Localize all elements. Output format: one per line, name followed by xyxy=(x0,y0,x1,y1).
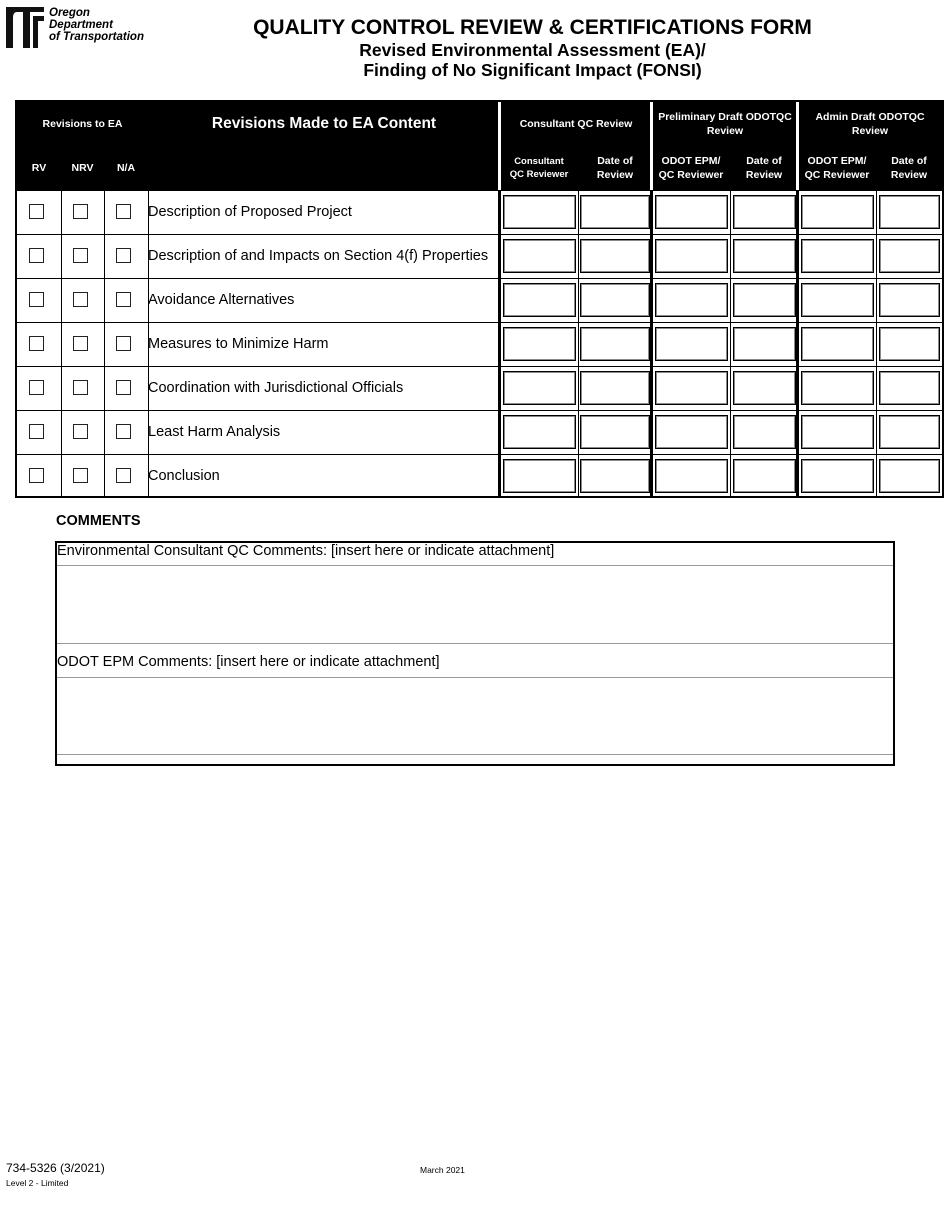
form-titles xyxy=(200,16,865,80)
header-consultant-reviewer: Consultant QC Reviewer xyxy=(500,146,578,190)
comments-heading: COMMENTS xyxy=(56,513,141,529)
row-label: Description of Proposed Project xyxy=(148,204,352,220)
form-subtitle: Revised Environmental Assessment (EA)/ xyxy=(359,40,706,60)
prelim-reviewer-field[interactable] xyxy=(655,283,728,317)
header-odot-reviewer: ODOT EPM/ QC Reviewer xyxy=(798,146,876,190)
consultant-date-field[interactable] xyxy=(580,239,650,273)
security-level: Level 2 - Limited xyxy=(6,1178,69,1188)
prelim-reviewer-field[interactable] xyxy=(655,371,728,405)
admin-reviewer-field[interactable] xyxy=(801,283,874,317)
header-nrv: NRV xyxy=(61,146,104,190)
table-row xyxy=(17,366,942,410)
admin-reviewer-field[interactable] xyxy=(801,459,874,493)
comments-box xyxy=(55,541,895,766)
table-row xyxy=(17,454,942,498)
admin-date-field[interactable] xyxy=(879,371,940,405)
agency-line: Department xyxy=(49,19,113,31)
qc-review-table xyxy=(15,100,944,498)
admin-reviewer-field[interactable] xyxy=(801,327,874,361)
form-subtitle: Finding of No Significant Impact (FONSI) xyxy=(363,60,702,80)
rv-checkbox[interactable] xyxy=(29,292,44,307)
prelim-date-field[interactable] xyxy=(733,195,796,229)
admin-date-field[interactable] xyxy=(879,195,940,229)
prelim-reviewer-field[interactable] xyxy=(655,327,728,361)
admin-date-field[interactable] xyxy=(879,327,940,361)
header-odot-reviewer: ODOT EPM/ QC Reviewer xyxy=(652,146,730,190)
row-label: Measures to Minimize Harm xyxy=(148,336,329,352)
prelim-date-field[interactable] xyxy=(733,239,796,273)
nrv-checkbox[interactable] xyxy=(73,424,88,439)
consultant-date-field[interactable] xyxy=(580,283,650,317)
row-label: Conclusion xyxy=(148,468,220,484)
na-checkbox[interactable] xyxy=(116,424,131,439)
header-preliminary-draft: Preliminary Draft ODOTQC Review xyxy=(652,102,798,146)
nrv-checkbox[interactable] xyxy=(73,292,88,307)
odot-logo xyxy=(4,4,48,52)
prelim-reviewer-field[interactable] xyxy=(655,459,728,493)
admin-reviewer-field[interactable] xyxy=(801,195,874,229)
odot-comments-label: ODOT EPM Comments: [insert here or indicate attachment] xyxy=(57,654,440,670)
header-blank xyxy=(148,146,500,190)
prelim-date-field[interactable] xyxy=(733,327,796,361)
rv-checkbox[interactable] xyxy=(29,468,44,483)
rv-checkbox[interactable] xyxy=(29,380,44,395)
prelim-date-field[interactable] xyxy=(733,459,796,493)
admin-reviewer-field[interactable] xyxy=(801,239,874,273)
consultant-date-field[interactable] xyxy=(580,459,650,493)
rv-checkbox[interactable] xyxy=(29,204,44,219)
agency-line: Oregon xyxy=(49,7,90,19)
header-revisions-to-ea: Revisions to EA xyxy=(17,102,148,146)
na-checkbox[interactable] xyxy=(116,336,131,351)
consultant-reviewer-field[interactable] xyxy=(503,283,576,317)
admin-date-field[interactable] xyxy=(879,459,940,493)
table-row xyxy=(17,234,942,278)
header-revisions-content: Revisions Made to EA Content xyxy=(148,102,500,146)
form-number: 734-5326 (3/2021) xyxy=(6,1161,105,1175)
prelim-reviewer-field[interactable] xyxy=(655,415,728,449)
table-row xyxy=(17,190,942,234)
admin-date-field[interactable] xyxy=(879,239,940,273)
prelim-date-field[interactable] xyxy=(733,415,796,449)
header-date-of-review: Date of Review xyxy=(730,146,798,190)
row-label: Description of and Impacts on Section 4(f) Properties xyxy=(148,248,489,264)
odot-comments-input[interactable] xyxy=(58,679,894,757)
table-row xyxy=(17,322,942,366)
rv-checkbox[interactable] xyxy=(29,336,44,351)
prelim-date-field[interactable] xyxy=(733,283,796,317)
header-date-of-review: Date of Review xyxy=(876,146,942,190)
consultant-reviewer-field[interactable] xyxy=(503,371,576,405)
header-na: N/A xyxy=(104,146,148,190)
header-consultant-qc: Consultant QC Review xyxy=(500,102,652,146)
admin-reviewer-field[interactable] xyxy=(801,415,874,449)
revision-date: March 2021 xyxy=(420,1165,465,1175)
consultant-comments-label: Environmental Consultant QC Comments: [insert here or indicate attachment] xyxy=(57,543,555,559)
agency-line: of Transportation xyxy=(49,31,144,43)
header-date-of-review: Date of Review xyxy=(578,146,652,190)
nrv-checkbox[interactable] xyxy=(73,380,88,395)
row-label: Least Harm Analysis xyxy=(148,424,281,440)
na-checkbox[interactable] xyxy=(116,380,131,395)
nrv-checkbox[interactable] xyxy=(73,248,88,263)
prelim-reviewer-field[interactable] xyxy=(655,239,728,273)
consultant-date-field[interactable] xyxy=(580,415,650,449)
row-label: Coordination with Jurisdictional Officials xyxy=(148,380,404,396)
prelim-date-field[interactable] xyxy=(733,371,796,405)
na-checkbox[interactable] xyxy=(116,468,131,483)
table-row xyxy=(17,410,942,454)
nrv-checkbox[interactable] xyxy=(73,336,88,351)
agency-name xyxy=(49,7,144,43)
nrv-checkbox[interactable] xyxy=(73,468,88,483)
consultant-date-field[interactable] xyxy=(580,195,650,229)
consultant-reviewer-field[interactable] xyxy=(503,459,576,493)
table-row xyxy=(17,278,942,322)
admin-date-field[interactable] xyxy=(879,415,940,449)
header-rv: RV xyxy=(17,146,61,190)
admin-reviewer-field[interactable] xyxy=(801,371,874,405)
rv-checkbox[interactable] xyxy=(29,248,44,263)
consultant-reviewer-field[interactable] xyxy=(503,327,576,361)
admin-date-field[interactable] xyxy=(879,283,940,317)
na-checkbox[interactable] xyxy=(116,248,131,263)
row-label: Avoidance Alternatives xyxy=(148,292,295,308)
consultant-reviewer-field[interactable] xyxy=(503,239,576,273)
form-title: QUALITY CONTROL REVIEW & CERTIFICATIONS FORM xyxy=(253,16,812,39)
na-checkbox[interactable] xyxy=(116,292,131,307)
header-admin-draft: Admin Draft ODOTQC Review xyxy=(798,102,942,146)
consultant-date-field[interactable] xyxy=(580,371,650,405)
na-checkbox[interactable] xyxy=(116,204,131,219)
rv-checkbox[interactable] xyxy=(29,424,44,439)
prelim-reviewer-field[interactable] xyxy=(655,195,728,229)
nrv-checkbox[interactable] xyxy=(73,204,88,219)
consultant-reviewer-field[interactable] xyxy=(503,195,576,229)
consultant-date-field[interactable] xyxy=(580,327,650,361)
consultant-reviewer-field[interactable] xyxy=(503,415,576,449)
consultant-comments-input[interactable] xyxy=(58,567,894,645)
